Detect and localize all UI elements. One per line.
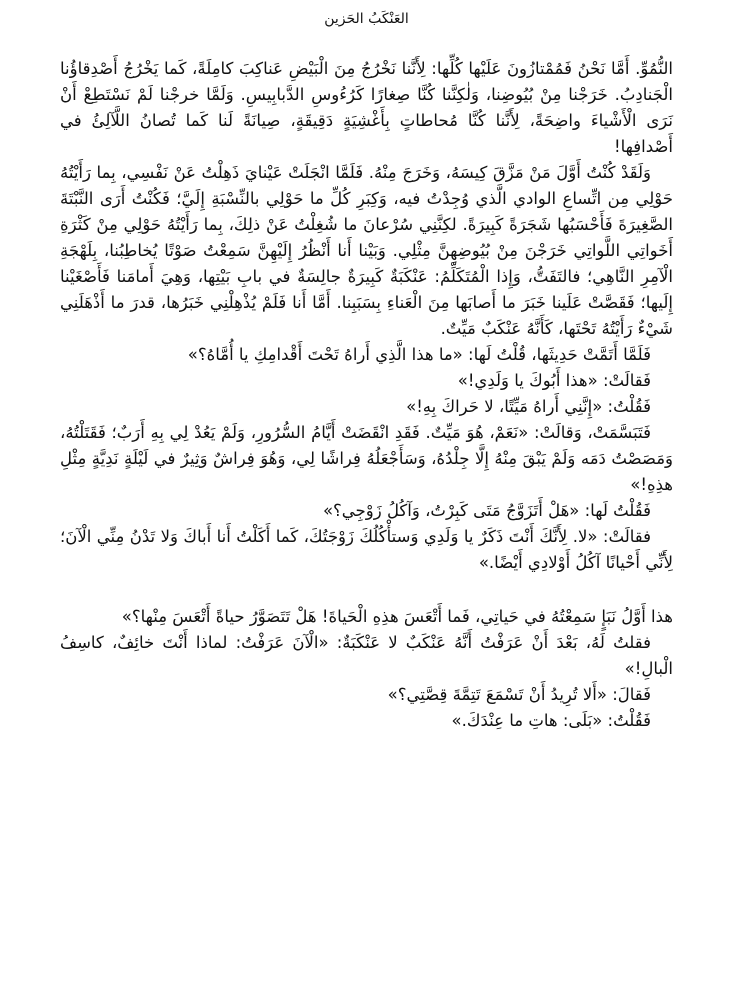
paragraph-10: فقلتُ لَهُ، بَعْدَ أَنْ عَرَفْتُ أَنَّهُ عَنْكَبٌ لا عَنْكَبَةٌ: «الْآنَ عَرَفْتُ: لماذا أَنْتَ خائِفٌ، كاسِفُ الْبالِ!» [60, 633, 673, 678]
paragraph-4: فَقالَتْ: «هذا أَبُوكَ يا وَلَدِي!» [457, 371, 651, 390]
paragraph-3: فَلَمَّا أَتَمَّتْ حَدِيثَها، قُلْتُ لَها: «ما هذا الَّذِي أَراهُ تَحْتَ أَقْدامِكِ يا أُمَّاهُ؟» [187, 345, 651, 364]
paragraph-12: فَقُلْتُ: «بَلَى: هاتِ ما عِنْدَكَ.» [451, 711, 651, 730]
page-header-title: العَنْكَبُ الحَزين [324, 11, 409, 27]
paragraph-11: فَقالَ: «أَلا تُرِيدُ أَنْ تَسْمَعَ تَتِمَّةَ قِصَّتِي؟» [387, 685, 651, 704]
paragraph-5: فَقُلْتُ: «إِنَّنِي أَراهُ مَيِّتًا، لا حَراكَ بِهِ!» [406, 397, 651, 416]
paragraph-2: وَلَقَدْ كُنْتُ أَوَّلَ مَنْ مَزَّقَ كِيسَهُ، وَخَرَجَ مِنْهُ. فَلَمَّا انْجَلَتْ عَيْنايَ ذَهِلْتُ عَنْ نَفْسِي، بِما رَأَيْتُهُ حَوْلِي مِن اتِّساعِ الوادي الَّذي وُجِدْتُ فيه، وَكِبَرِ كُلِّ ما حَوْلِي بالنِّسْبَةِ إِلَيَّ؛ فَكُنْتُ أَرَى النَّبْتَةَ الصَّغِيرَةَ فَأَحْسَبُها شَجَرَةً كَبِيرَةً. لكِنَّنِي سُرْعانَ ما شُغِلْتُ عَنْ ذلِكَ، بِما رَأَيْتُهُ حَوْلِي مِنْ كَثْرَةِ أَخَواتِي اللَّواتِي خَرَجْنَ مِنْ بُيُوضِهِنَّ مِثْلِي. وَبَيْنا أَنا أَنْظُرُ إِلَيْهِنَّ سَمِعْتُ صَوْتًا يُخاطِبُنا، بِلَهْجَةِ الْآمِرِ النَّاهِي؛ فالتَفَتُّ، وَإِذا الْمُتَكَلِّمُ: عَنْكَبَةٌ كَبِيرَةٌ جالِسَةٌ في بابِ بَيْتِها، وَهِيَ أَمامَنا فَأَصْغَيْنا إِلَيها؛ فَقَصَّتْ عَلَينا خَبَرَ ما أَصابَها مِنَ الْعَناءِ بِسَبَبِنا. أَمَّا أَنا فَلَمْ يُذْهِلْنِي خَبَرُها، قدرَ ما أَذْهَلَنِي شَيْءٌ رَأَيْتُهُ تَحْتَها، كَأَنَّهُ عَنْكَبٌ مَيِّتٌ. [60, 163, 673, 338]
paragraph-8: فقالَتْ: «لا. لِأَنَّكَ أَنْتَ ذَكَرٌ يا وَلَدِي وَستأْكُلُكَ زَوْجَتُكَ، كَما أَكَلْتُ أَنا أَباكَ وَلا تَدْنُ مِنِّي الْآنَ؛ لِأَنِّي أَحْيانًا آكُلُ أَوْلادِي أَيْضًا.» [60, 527, 673, 572]
paragraph-9: هذا أَوَّلُ نَبَإٍ سَمِعْتُهُ في حَياتِي، فَما أَتْعَسَ هذِهِ الْحَياةَ! هَلْ تَتَصَوَّرُ حياةً أَتْعَسَ مِنْها؟» [121, 607, 673, 626]
paragraph-6: فَتَبَسَّمَتْ، وَقالَتْ: «نَعَمْ، هُوَ مَيِّتٌ. فَقَدِ انْقَضَتْ أَيَّامُ السُّرُورِ، وَلَمْ يَعُدْ لِي بِهِ أَرَبٌ؛ فَقَتَلْتُهُ، وَمَصَصْتُ دَمَه وَلَمْ يَبْقَ مِنْهُ إِلَّا جِلْدُهُ، وَسَأَجْعَلُهُ فِراشًا لِي، وَهُوَ فِراشٌ وَثِيرٌ في لَيْلَةٍ نَدِيَّةٍ مِثْلِ هذِهِ!» [60, 423, 673, 494]
paragraph-7: فَقُلْتُ لَها: «هَلْ أَتَزَوَّجُ مَتَى كَبِرْتُ، وَآكُلُ زَوْجِي؟» [322, 501, 651, 520]
paragraph-1: النُّمُوِّ. أَمَّا نَحْنُ فَمُمْتازُونَ عَلَيْها كُلِّها: لِأَنَّنا نَخْرُجُ مِنَ الْبَيْضِ عَناكِبَ كامِلَةً، كَما يَخْرُجُ أَصْدِقاؤُنا الْجَنادِبُ. خَرَجْنا مِنْ بُيُوضِنا، وَلٰكِنَّنا كُنَّا صِغارًا كَرُءُوسِ الدَّبابِيسِ. وَلَمَّا خرجْنا لَمْ نَسْتَطِعْ أَنْ نَرَى الْأَشْياءَ واضِحَةً، لِأَنَّنا كُنَّا مُحاطاتٍ بِأَغْشِيَةٍ دَقِيقَةٍ، صِيانَةً لَنا كَما تُصانُ اللَّآلِئُ في أَصْدافِها! [60, 59, 673, 156]
